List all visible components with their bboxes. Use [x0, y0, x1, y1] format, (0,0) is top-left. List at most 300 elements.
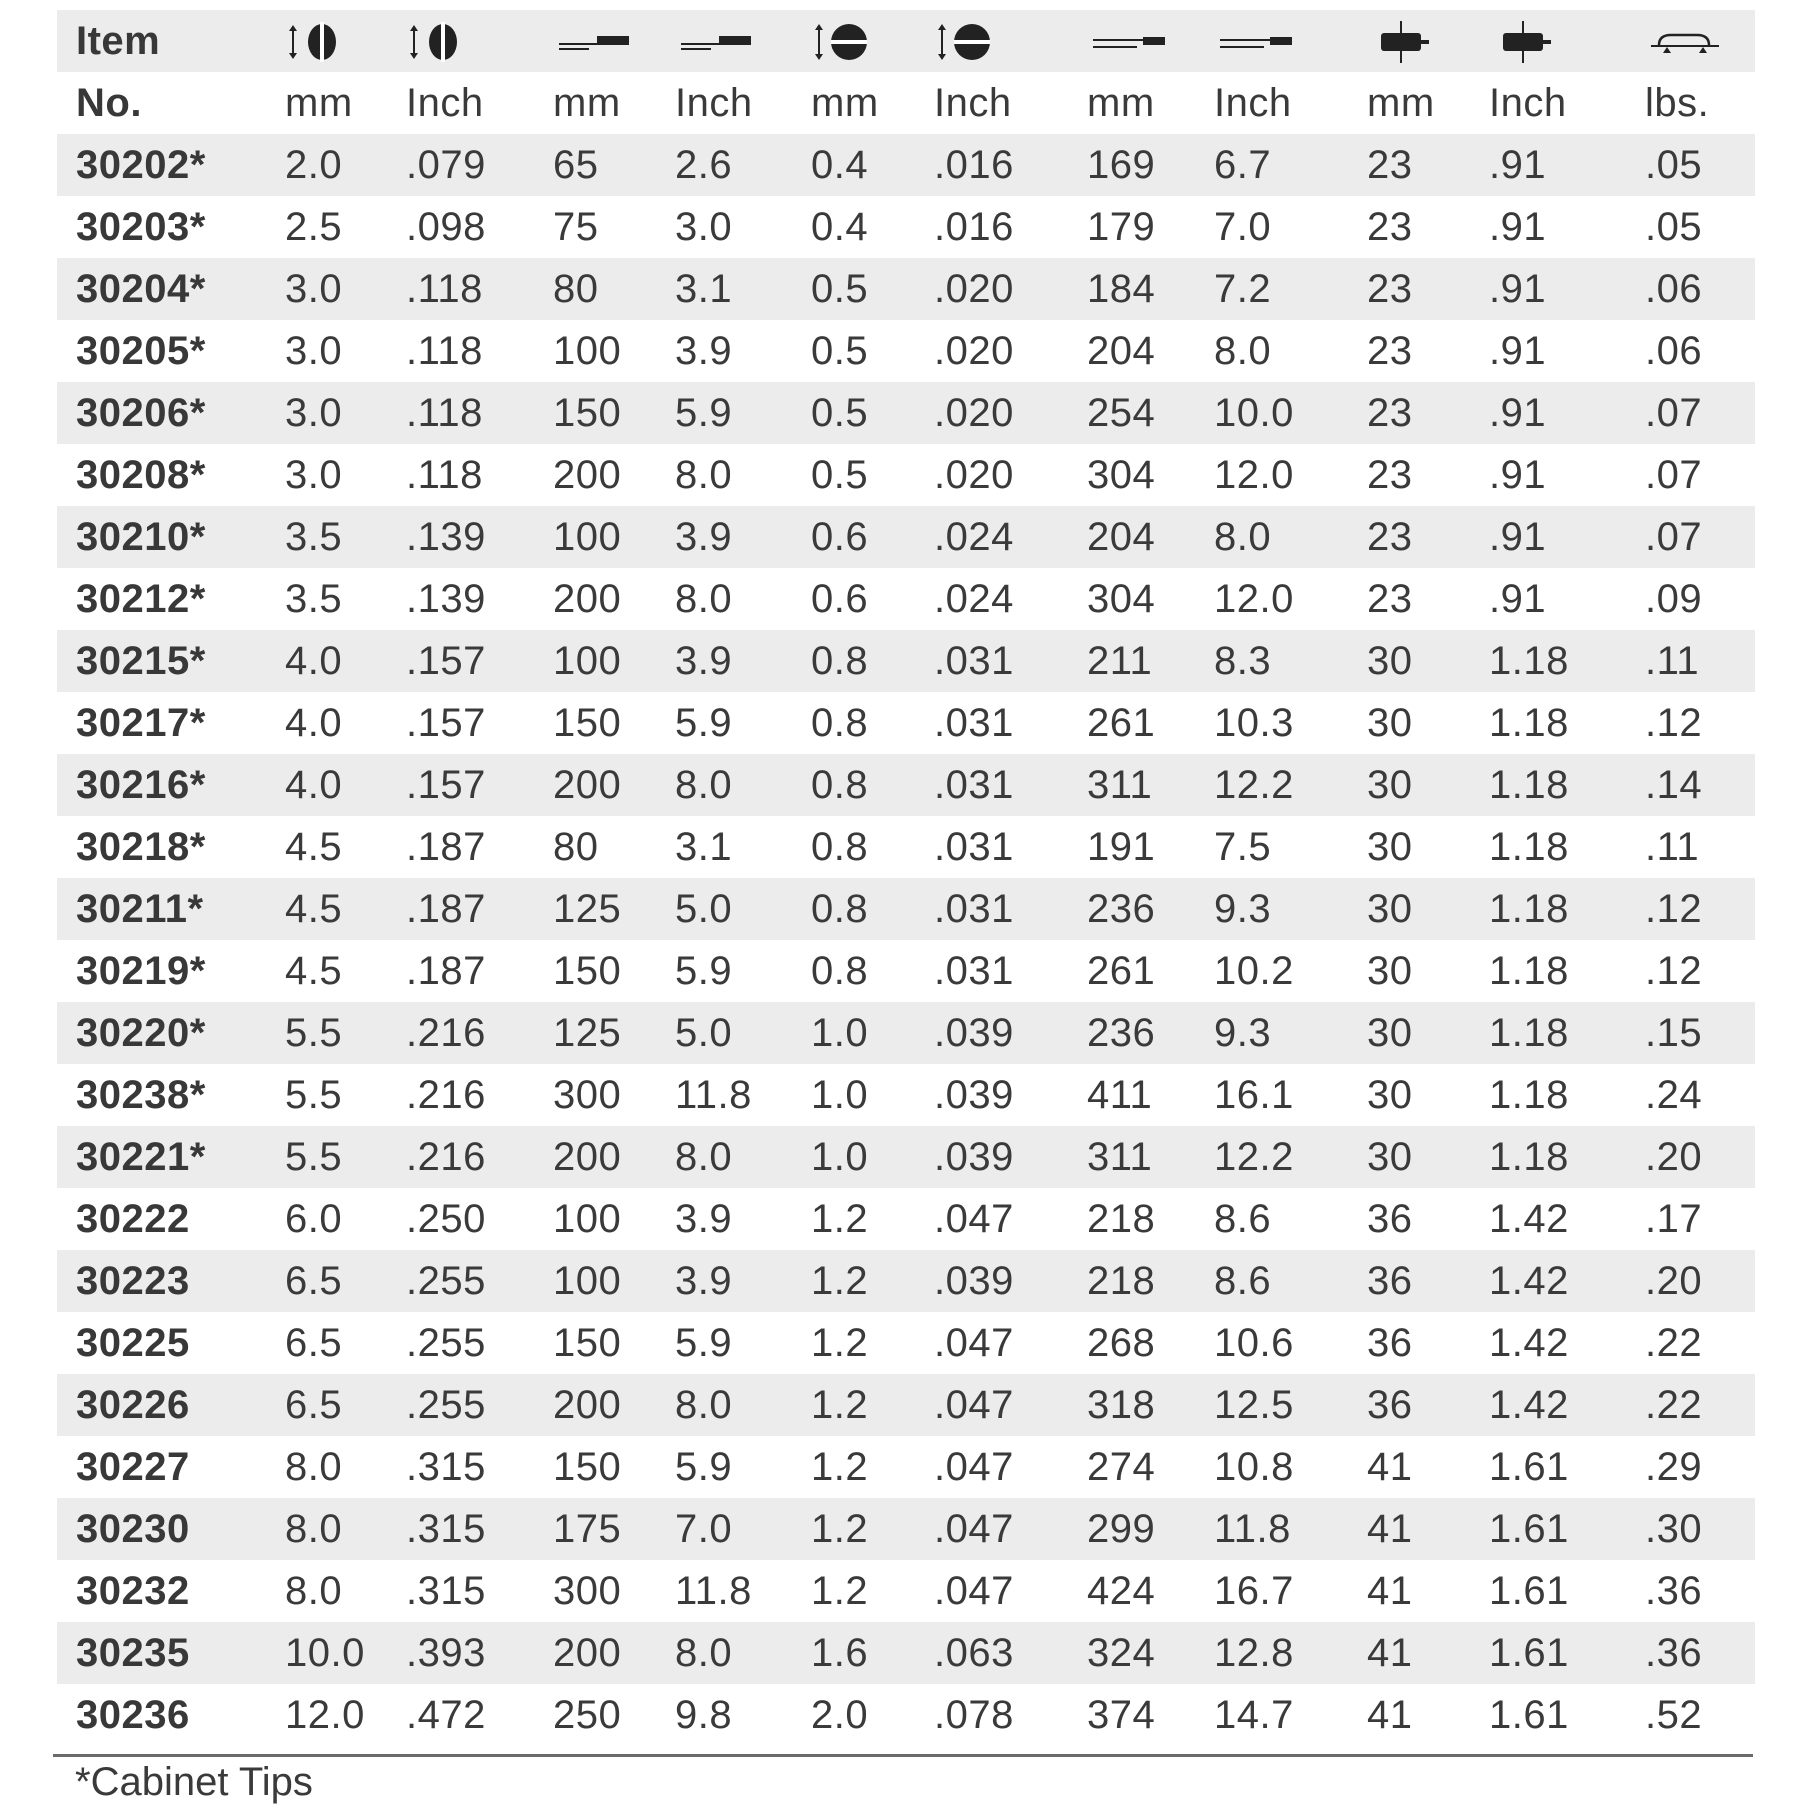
item-number: 30226: [76, 1383, 190, 1427]
table-row: [57, 754, 1755, 816]
table-cell: 311: [1087, 1135, 1153, 1179]
table-cell: 1.2: [811, 1445, 869, 1489]
table-cell: .031: [934, 639, 1014, 683]
table-row: [57, 258, 1755, 320]
table-cell: 254: [1087, 391, 1156, 435]
table-cell: .14: [1645, 763, 1703, 807]
table-cell: 12.2: [1214, 1135, 1294, 1179]
table-cell: 3.9: [675, 1259, 733, 1303]
table-cell: 5.9: [675, 391, 733, 435]
table-cell: .078: [934, 1693, 1014, 1737]
table-cell: 6.5: [285, 1383, 343, 1427]
table-cell: .031: [934, 825, 1014, 869]
table-cell: 8.0: [675, 577, 733, 621]
table-cell: 100: [553, 1259, 622, 1303]
table-cell: 5.9: [675, 949, 733, 993]
table-cell: .020: [934, 453, 1014, 497]
table-cell: 36: [1367, 1321, 1413, 1365]
table-row: [57, 568, 1755, 630]
table-cell: 6.5: [285, 1259, 343, 1303]
table-cell: .047: [934, 1507, 1014, 1551]
table-cell: .187: [406, 949, 486, 993]
table-cell: 1.0: [811, 1011, 869, 1055]
table-cell: .06: [1645, 267, 1703, 311]
table-cell: .118: [406, 267, 483, 311]
table-cell: 5.5: [285, 1011, 343, 1055]
table-cell: 0.6: [811, 515, 869, 559]
table-cell: 0.8: [811, 949, 869, 993]
table-cell: 236: [1087, 1011, 1156, 1055]
table-cell: .047: [934, 1445, 1014, 1489]
item-number: 30220*: [76, 1011, 206, 1055]
overall-length-icon: [1214, 19, 1294, 65]
table-cell: .031: [934, 763, 1014, 807]
table-row: [57, 1436, 1755, 1498]
table-cell: 204: [1087, 329, 1156, 373]
table-cell: 1.61: [1489, 1445, 1569, 1489]
header-row-units: [57, 72, 1755, 134]
table-cell: 6.5: [285, 1321, 343, 1365]
table-cell: 30: [1367, 763, 1413, 807]
table-cell: 184: [1087, 267, 1156, 311]
table-cell: .20: [1645, 1259, 1703, 1303]
table-cell: 3.0: [285, 453, 343, 497]
table-cell: 12.2: [1214, 763, 1294, 807]
table-cell: 204: [1087, 515, 1156, 559]
table-cell: 1.42: [1489, 1383, 1569, 1427]
table-cell: 8.0: [675, 1135, 733, 1179]
table-cell: 1.2: [811, 1383, 869, 1427]
table-cell: 8.0: [675, 763, 733, 807]
header-row-icons: [57, 10, 1755, 72]
item-number: 30210*: [76, 515, 206, 559]
table-cell: 2.0: [285, 143, 343, 187]
table-cell: .098: [406, 205, 486, 249]
table-row: [57, 1312, 1755, 1374]
table-cell: 2.0: [811, 1693, 869, 1737]
table-cell: 100: [553, 329, 622, 373]
table-cell: 23: [1367, 329, 1413, 373]
item-number: 30202*: [76, 143, 206, 187]
column-unit-label: mm: [553, 81, 621, 125]
table-cell: .20: [1645, 1135, 1703, 1179]
table-cell: .047: [934, 1383, 1014, 1427]
table-cell: 3.0: [675, 205, 733, 249]
table-cell: 0.8: [811, 763, 869, 807]
table-cell: 7.5: [1214, 825, 1272, 869]
table-cell: .157: [406, 701, 486, 745]
table-row: [57, 1560, 1755, 1622]
table-cell: 1.18: [1489, 763, 1569, 807]
table-cell: 5.9: [675, 701, 733, 745]
table-cell: .05: [1645, 205, 1703, 249]
table-cell: .255: [406, 1259, 486, 1303]
table-cell: 3.0: [285, 267, 343, 311]
table-cell: 100: [553, 1197, 622, 1241]
table-cell: .11: [1645, 825, 1700, 869]
table-row: [57, 1374, 1755, 1436]
table-cell: 16.7: [1214, 1569, 1294, 1613]
table-cell: 318: [1087, 1383, 1156, 1427]
item-number: 30217*: [76, 701, 206, 745]
table-cell: .06: [1645, 329, 1703, 373]
table-cell: 14.7: [1214, 1693, 1294, 1737]
table-cell: .22: [1645, 1321, 1703, 1365]
table-cell: 0.8: [811, 639, 869, 683]
footnote: *Cabinet Tips: [75, 1760, 313, 1804]
table-cell: 0.4: [811, 205, 869, 249]
table-cell: 200: [553, 763, 622, 807]
table-cell: 4.0: [285, 701, 343, 745]
table-cell: 3.5: [285, 577, 343, 621]
table-cell: 1.42: [1489, 1197, 1569, 1241]
table-cell: 169: [1087, 143, 1156, 187]
table-cell: .91: [1489, 267, 1547, 311]
table-cell: 0.6: [811, 577, 869, 621]
table-cell: 8.6: [1214, 1259, 1272, 1303]
table-cell: 36: [1367, 1383, 1413, 1427]
overall-length-icon: [1087, 19, 1167, 65]
item-number: 30230: [76, 1507, 190, 1551]
tip-width-icon: [406, 19, 486, 65]
item-number: 30221*: [76, 1135, 206, 1179]
table-row: [57, 1250, 1755, 1312]
table-cell: .216: [406, 1073, 486, 1117]
table-cell: 4.5: [285, 825, 343, 869]
table-row: [57, 630, 1755, 692]
table-cell: 41: [1367, 1631, 1413, 1675]
item-number: 30219*: [76, 949, 206, 993]
table-cell: 1.18: [1489, 825, 1569, 869]
table-cell: 23: [1367, 453, 1413, 497]
table-cell: 12.0: [1214, 453, 1294, 497]
handle-diameter-icon: [1367, 19, 1447, 65]
table-cell: .157: [406, 763, 486, 807]
table-cell: .91: [1489, 329, 1547, 373]
table-cell: 268: [1087, 1321, 1156, 1365]
table-cell: .15: [1645, 1011, 1703, 1055]
table-cell: 4.0: [285, 763, 343, 807]
table-cell: 30: [1367, 1073, 1413, 1117]
table-cell: 10.6: [1214, 1321, 1294, 1365]
table-row: [57, 1622, 1755, 1684]
table-cell: .36: [1645, 1569, 1703, 1613]
table-cell: 3.0: [285, 391, 343, 435]
table-cell: .24: [1645, 1073, 1703, 1117]
table-cell: 75: [553, 205, 599, 249]
table-row: [57, 1498, 1755, 1560]
table-cell: 7.2: [1214, 267, 1272, 311]
column-unit-label: Inch: [406, 81, 484, 125]
table-cell: .039: [934, 1259, 1014, 1303]
table-cell: 1.61: [1489, 1569, 1569, 1613]
table-cell: .139: [406, 515, 486, 559]
table-cell: .29: [1645, 1445, 1703, 1489]
table-cell: 0.5: [811, 267, 869, 311]
table-cell: 12.0: [1214, 577, 1294, 621]
table-cell: 250: [553, 1693, 622, 1737]
item-number: 30223: [76, 1259, 190, 1303]
table-cell: 23: [1367, 515, 1413, 559]
table-cell: 236: [1087, 887, 1156, 931]
item-number: 30218*: [76, 825, 206, 869]
table-cell: 218: [1087, 1259, 1156, 1303]
table-cell: .039: [934, 1073, 1014, 1117]
table-cell: 8.0: [285, 1569, 343, 1613]
table-cell: 1.18: [1489, 1135, 1569, 1179]
table-cell: .250: [406, 1197, 486, 1241]
table-row: [57, 878, 1755, 940]
table-cell: 8.0: [675, 1631, 733, 1675]
table-cell: 5.5: [285, 1135, 343, 1179]
table-cell: .157: [406, 639, 486, 683]
table-cell: 424: [1087, 1569, 1156, 1613]
table-cell: 0.8: [811, 887, 869, 931]
item-number: 30236: [76, 1693, 190, 1737]
table-cell: 200: [553, 577, 622, 621]
table-cell: 80: [553, 267, 599, 311]
table-cell: 5.9: [675, 1445, 733, 1489]
item-number: 30205*: [76, 329, 206, 373]
table-cell: 3.9: [675, 329, 733, 373]
tip-width-icon: [285, 19, 365, 65]
table-cell: 125: [553, 887, 622, 931]
table-cell: 12.8: [1214, 1631, 1294, 1675]
table-cell: .12: [1645, 701, 1703, 745]
table-cell: 200: [553, 453, 622, 497]
table-cell: 6.0: [285, 1197, 343, 1241]
column-header-item: Item: [76, 19, 161, 63]
table-cell: 12.5: [1214, 1383, 1294, 1427]
blade-length-icon: [675, 19, 755, 65]
table-row: [57, 816, 1755, 878]
table-cell: .91: [1489, 143, 1547, 187]
table-cell: 10.0: [285, 1631, 365, 1675]
table-cell: 5.0: [675, 1011, 733, 1055]
table-cell: 3.1: [675, 825, 733, 869]
table-cell: .315: [406, 1507, 486, 1551]
table-cell: .91: [1489, 577, 1547, 621]
table-cell: .216: [406, 1135, 486, 1179]
table-cell: 41: [1367, 1507, 1413, 1551]
table-cell: 8.3: [1214, 639, 1272, 683]
table-cell: 274: [1087, 1445, 1156, 1489]
table-cell: .255: [406, 1321, 486, 1365]
table-cell: 16.1: [1214, 1073, 1294, 1117]
item-number: 30208*: [76, 453, 206, 497]
table-cell: .079: [406, 143, 486, 187]
table-cell: .09: [1645, 577, 1703, 621]
table-cell: 36: [1367, 1259, 1413, 1303]
handle-diameter-icon: [1489, 19, 1569, 65]
table-cell: .30: [1645, 1507, 1703, 1551]
table-cell: 8.0: [285, 1445, 343, 1489]
table-cell: 11.8: [675, 1569, 752, 1613]
table-cell: 2.6: [675, 143, 733, 187]
table-cell: 12.0: [285, 1693, 365, 1737]
item-number: 30215*: [76, 639, 206, 683]
table-cell: 7.0: [675, 1507, 733, 1551]
table-cell: .07: [1645, 391, 1703, 435]
table-cell: 23: [1367, 143, 1413, 187]
table-cell: 9.3: [1214, 887, 1272, 931]
table-cell: 10.0: [1214, 391, 1294, 435]
item-number: 30203*: [76, 205, 206, 249]
table-cell: 11.8: [1214, 1507, 1291, 1551]
item-number: 30232: [76, 1569, 190, 1613]
column-unit-label: Inch: [1489, 81, 1567, 125]
table-cell: 324: [1087, 1631, 1156, 1675]
table-cell: 191: [1087, 825, 1156, 869]
table-cell: 8.0: [1214, 329, 1272, 373]
table-cell: .91: [1489, 453, 1547, 497]
table-cell: .07: [1645, 453, 1703, 497]
table-cell: 30: [1367, 949, 1413, 993]
table-cell: .047: [934, 1321, 1014, 1365]
table-cell: 150: [553, 1445, 622, 1489]
table-cell: 8.0: [1214, 515, 1272, 559]
table-cell: 30: [1367, 825, 1413, 869]
weight-icon: [1645, 19, 1725, 65]
table-cell: 3.1: [675, 267, 733, 311]
table-cell: .039: [934, 1011, 1014, 1055]
table-cell: 11.8: [675, 1073, 752, 1117]
table-row: [57, 1684, 1755, 1746]
table-cell: .52: [1645, 1693, 1703, 1737]
table-row: [57, 1064, 1755, 1126]
table-cell: .91: [1489, 205, 1547, 249]
table-cell: 2.5: [285, 205, 343, 249]
table-cell: 5.9: [675, 1321, 733, 1365]
table-cell: 1.18: [1489, 639, 1569, 683]
column-unit-label: Inch: [1214, 81, 1292, 125]
table-row: [57, 134, 1755, 196]
table-cell: 8.0: [675, 453, 733, 497]
table-cell: .031: [934, 701, 1014, 745]
table-cell: 1.18: [1489, 949, 1569, 993]
table-cell: .039: [934, 1135, 1014, 1179]
item-number: 30227: [76, 1445, 190, 1489]
table-cell: .472: [406, 1693, 486, 1737]
table-cell: .05: [1645, 143, 1703, 187]
table-cell: .020: [934, 329, 1014, 373]
table-cell: 150: [553, 391, 622, 435]
column-unit-label: mm: [285, 81, 353, 125]
column-unit-label: Inch: [675, 81, 753, 125]
table-cell: 411: [1087, 1073, 1153, 1117]
column-unit-label: Inch: [934, 81, 1012, 125]
table-cell: .11: [1645, 639, 1700, 683]
table-cell: 1.18: [1489, 701, 1569, 745]
table-cell: 1.18: [1489, 887, 1569, 931]
table-cell: 4.5: [285, 887, 343, 931]
table-cell: 5.0: [675, 887, 733, 931]
table-row: [57, 444, 1755, 506]
table-cell: 218: [1087, 1197, 1156, 1241]
table-cell: 30: [1367, 701, 1413, 745]
table-cell: 7.0: [1214, 205, 1272, 249]
table-row: [57, 1188, 1755, 1250]
table-cell: 41: [1367, 1445, 1413, 1489]
table-cell: 3.5: [285, 515, 343, 559]
table-cell: 200: [553, 1135, 622, 1179]
table-cell: .047: [934, 1197, 1014, 1241]
table-cell: 3.9: [675, 1197, 733, 1241]
table-cell: 23: [1367, 267, 1413, 311]
table-cell: .22: [1645, 1383, 1703, 1427]
table-cell: .024: [934, 577, 1014, 621]
item-number: 30211*: [76, 887, 204, 931]
table-cell: .12: [1645, 949, 1703, 993]
table-cell: 0.8: [811, 701, 869, 745]
table-cell: .12: [1645, 887, 1703, 931]
table-cell: 1.61: [1489, 1507, 1569, 1551]
table-cell: .393: [406, 1631, 486, 1675]
table-cell: 0.5: [811, 329, 869, 373]
table-cell: .255: [406, 1383, 486, 1427]
table-cell: .91: [1489, 515, 1547, 559]
table-cell: 150: [553, 949, 622, 993]
table-cell: 30: [1367, 1135, 1413, 1179]
blade-length-icon: [553, 19, 633, 65]
table-cell: .024: [934, 515, 1014, 559]
table-cell: 1.0: [811, 1135, 869, 1179]
column-unit-label: mm: [1367, 81, 1435, 125]
table-cell: .187: [406, 825, 486, 869]
column-unit-label: mm: [811, 81, 879, 125]
table-cell: 5.5: [285, 1073, 343, 1117]
table-cell: .91: [1489, 391, 1547, 435]
tip-thickness-icon: [811, 19, 891, 65]
table-cell: 23: [1367, 391, 1413, 435]
table-row: [57, 692, 1755, 754]
table-cell: 10.2: [1214, 949, 1294, 993]
table-cell: .36: [1645, 1631, 1703, 1675]
column-header-no: No.: [76, 81, 142, 125]
table-cell: 10.3: [1214, 701, 1294, 745]
table-cell: 30: [1367, 887, 1413, 931]
table-cell: 1.2: [811, 1507, 869, 1551]
table-cell: 300: [553, 1073, 622, 1117]
table-cell: 304: [1087, 453, 1156, 497]
table-cell: 0.8: [811, 825, 869, 869]
table-cell: 299: [1087, 1507, 1156, 1551]
item-number: 30238*: [76, 1073, 206, 1117]
table-cell: 1.2: [811, 1569, 869, 1613]
column-unit-label: lbs.: [1645, 81, 1710, 125]
table-cell: 6.7: [1214, 143, 1272, 187]
table-cell: .118: [406, 391, 483, 435]
column-unit-label: mm: [1087, 81, 1155, 125]
table-cell: 175: [553, 1507, 622, 1551]
table-cell: .216: [406, 1011, 486, 1055]
table-cell: .047: [934, 1569, 1014, 1613]
table-cell: 150: [553, 701, 622, 745]
table-cell: 4.0: [285, 639, 343, 683]
table-cell: 4.5: [285, 949, 343, 993]
table-cell: 1.6: [811, 1631, 869, 1675]
table-cell: .063: [934, 1631, 1014, 1675]
table-cell: 1.42: [1489, 1321, 1569, 1365]
item-number: 30225: [76, 1321, 190, 1365]
table-cell: 9.8: [675, 1693, 733, 1737]
item-number: 30212*: [76, 577, 206, 621]
table-cell: 80: [553, 825, 599, 869]
table-cell: 36: [1367, 1197, 1413, 1241]
table-cell: .118: [406, 329, 483, 373]
table-cell: 311: [1087, 763, 1153, 807]
table-cell: 100: [553, 515, 622, 559]
